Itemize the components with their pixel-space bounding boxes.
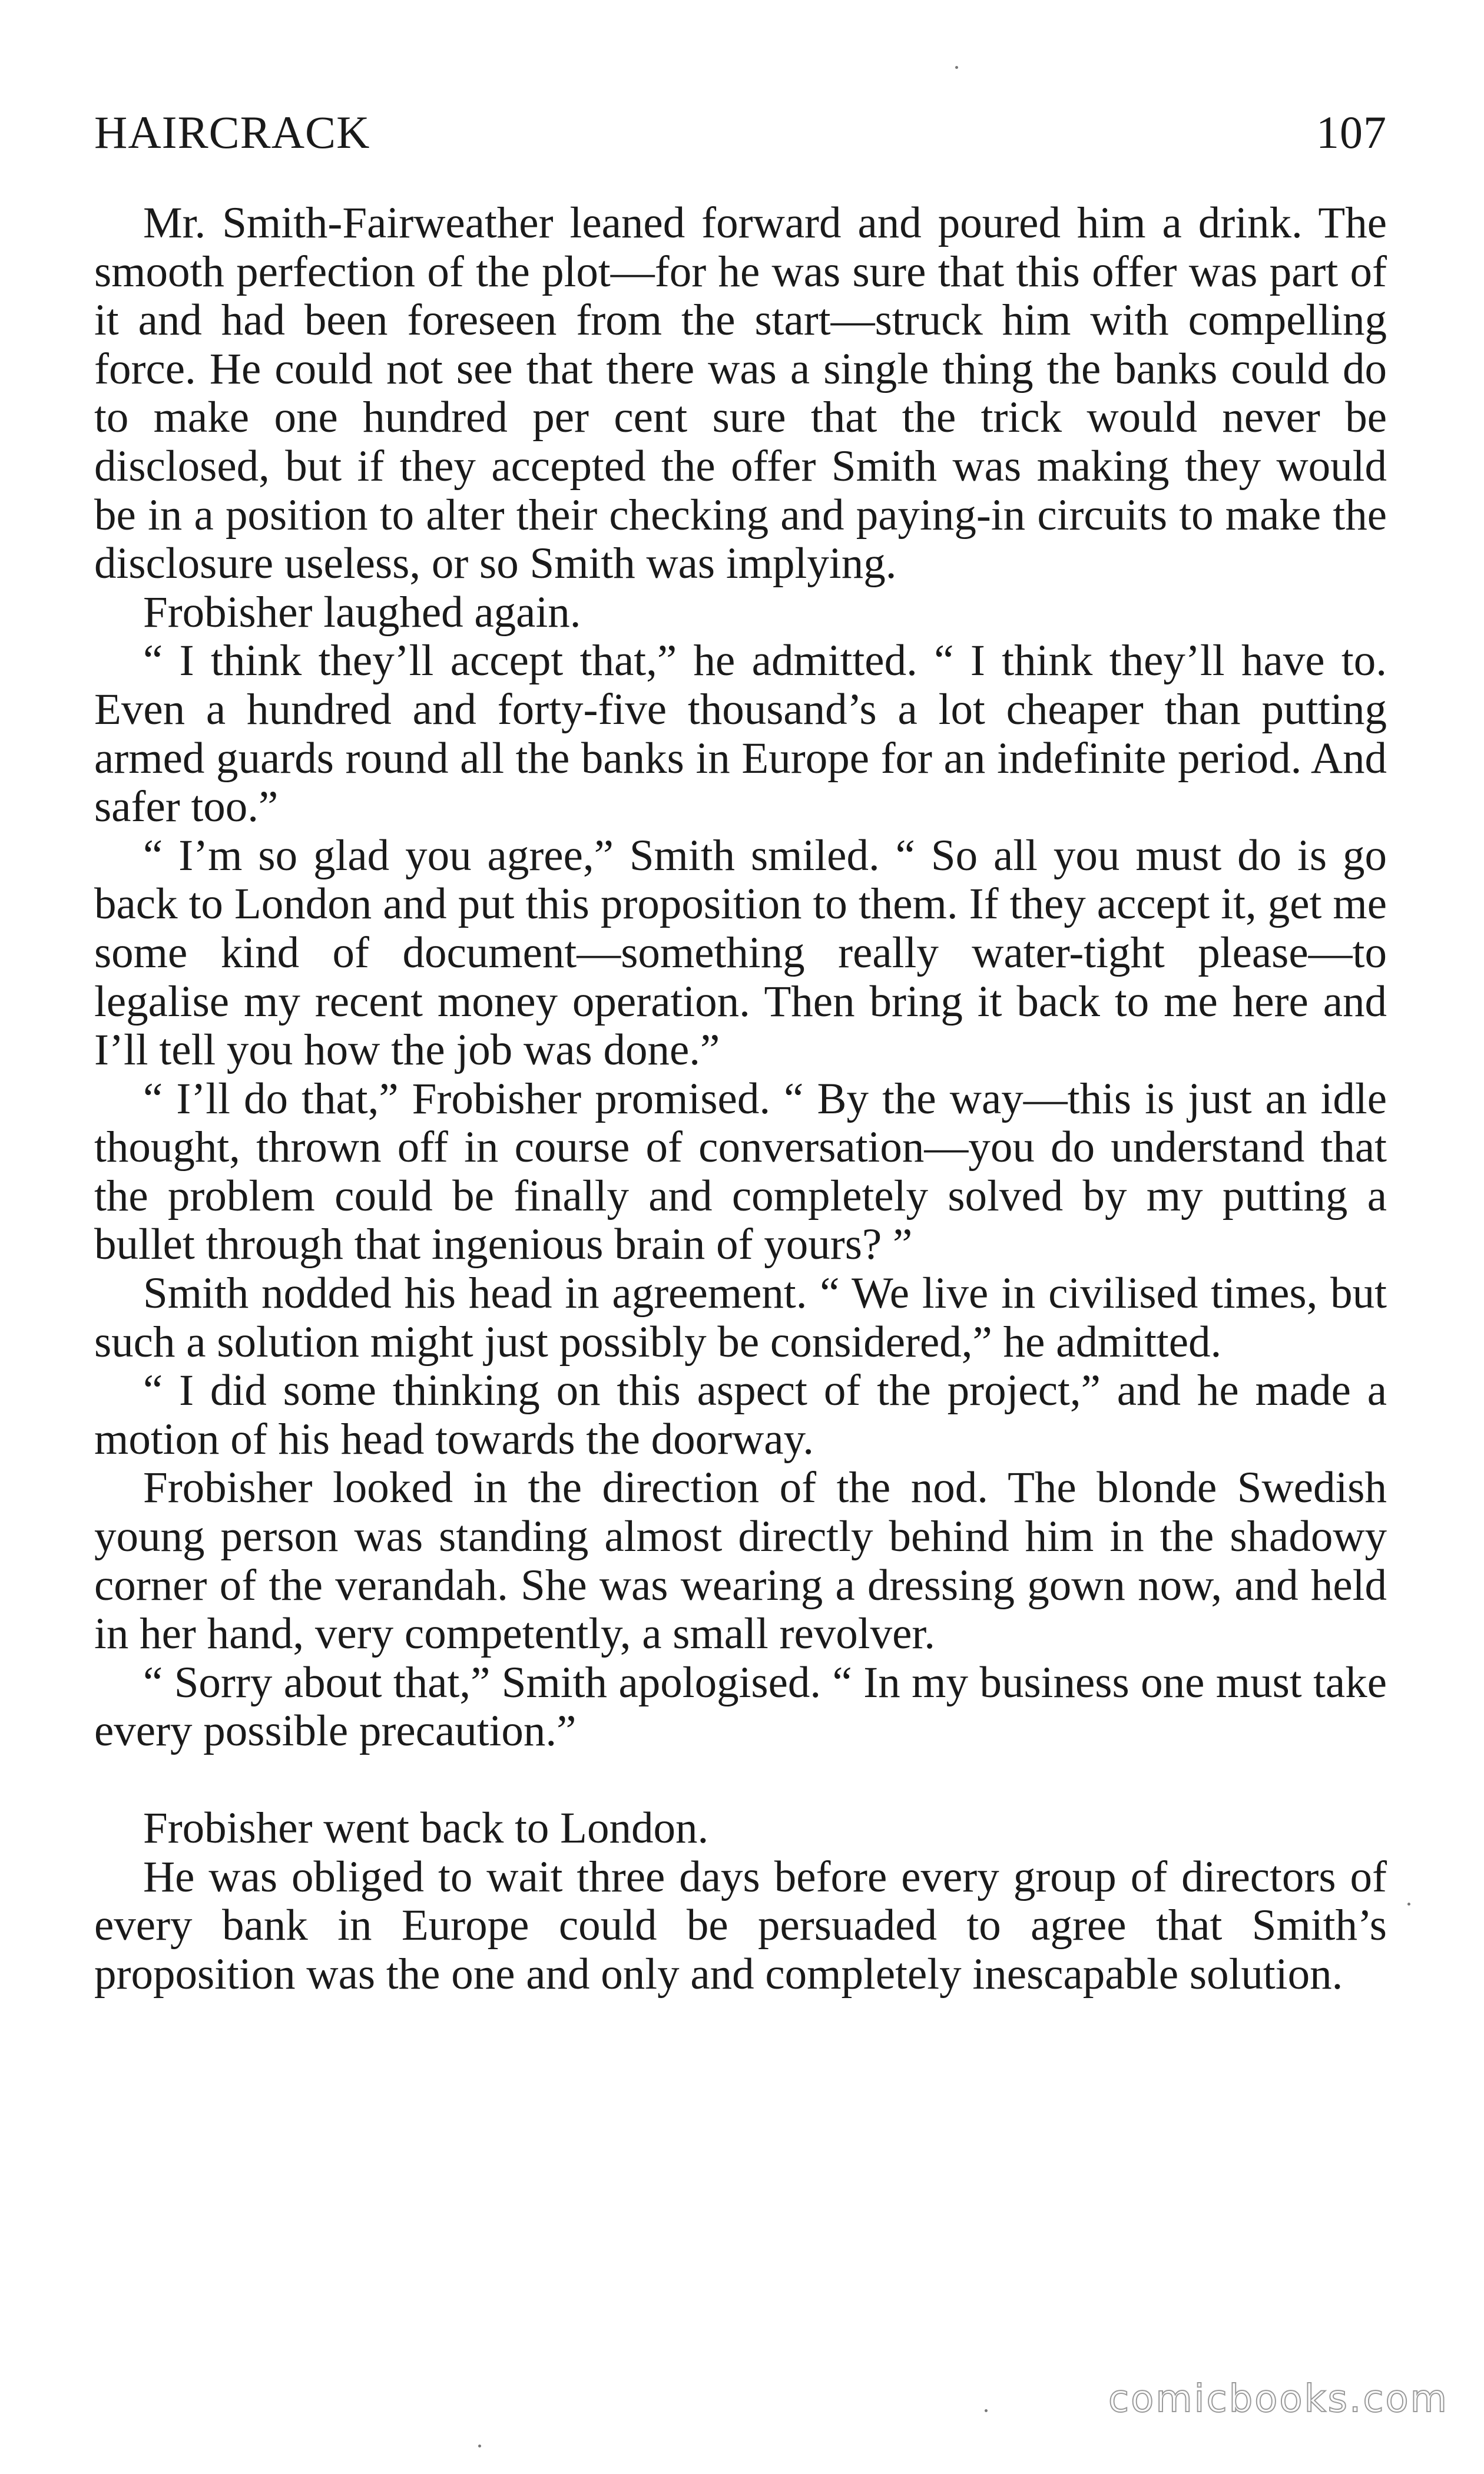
paper-speck [985, 2409, 988, 2412]
paragraph: Frobisher went back to London. [143, 1804, 709, 1853]
paragraph: Mr. Smith-Fairweather leaned forward and poured him a drink. The smooth perfection of the plot—for he was sure that this offer was part of it and had been foreseen from the start—struck him with compelling force. He could not see that there was a single thing the banks could do to make one hundred per cent sure that the trick would never be disclosed, but if they accepted the offer Smith was making they would be in a position to alter their checking and paying-in circuits to make the disclosure useless, or so Smith was implying. [94, 199, 1387, 588]
paragraph: “ I did some thinking on this aspect of the project,” and he made a motion of his head towards the doorway. [94, 1366, 1387, 1464]
paragraph: “ I’m so glad you agree,” Smith smiled. “ So all you must do is go back to London and put this proposition to them. If they accept it, get me some kind of document—something really water-tight please—to legalise my recent money operation. Then bring it back to me here and I’ll tell you how the job was done.” [94, 831, 1387, 1075]
page-number: 107 [1316, 107, 1387, 158]
watermark: comicbooks.com [1108, 2377, 1449, 2421]
paragraph: “ I think they’ll accept that,” he admitted. “ I think they’ll have to. Even a hundred and forty-five thousand’s a lot cheaper than putting armed guards round all the banks in Europe for an indefinite period. And safer too.” [94, 636, 1387, 832]
paragraph: Smith nodded his head in agreement. “ We live in civilised times, but such a solution might just possibly be considered,” he admitted. [94, 1269, 1387, 1367]
paragraph: He was obliged to wait three days before every group of directors of every bank in Europe could be persuaded to agree that Smith’s proposition was the one and only and completely inescapable solution. [94, 1852, 1387, 1999]
paper-speck [955, 66, 958, 69]
running-header [94, 106, 1387, 165]
paper-speck [1407, 1903, 1410, 1906]
running-title: HAIRCRACK [94, 107, 370, 158]
paragraph: “ Sorry about that,” Smith apologised. “ In my business one must take every possible precaution.” [94, 1658, 1387, 1756]
paragraph: Frobisher looked in the direction of the nod. The blonde Swedish young person was standing almost directly behind him in the shadowy corner of the verandah. She was wearing a dressing gown now, and held in her hand, very competently, a small revolver. [94, 1463, 1387, 1659]
paragraph: “ I’ll do that,” Frobisher promised. “ By the way—this is just an idle thought, thrown off in course of conversation—you do understand that the problem could be finally and completely solved by my putting a bullet through that ingenious brain of yours? ” [94, 1074, 1387, 1269]
paragraph: Frobisher laughed again. [143, 587, 581, 637]
paper-speck [478, 2445, 481, 2447]
body-text [94, 199, 1387, 1999]
